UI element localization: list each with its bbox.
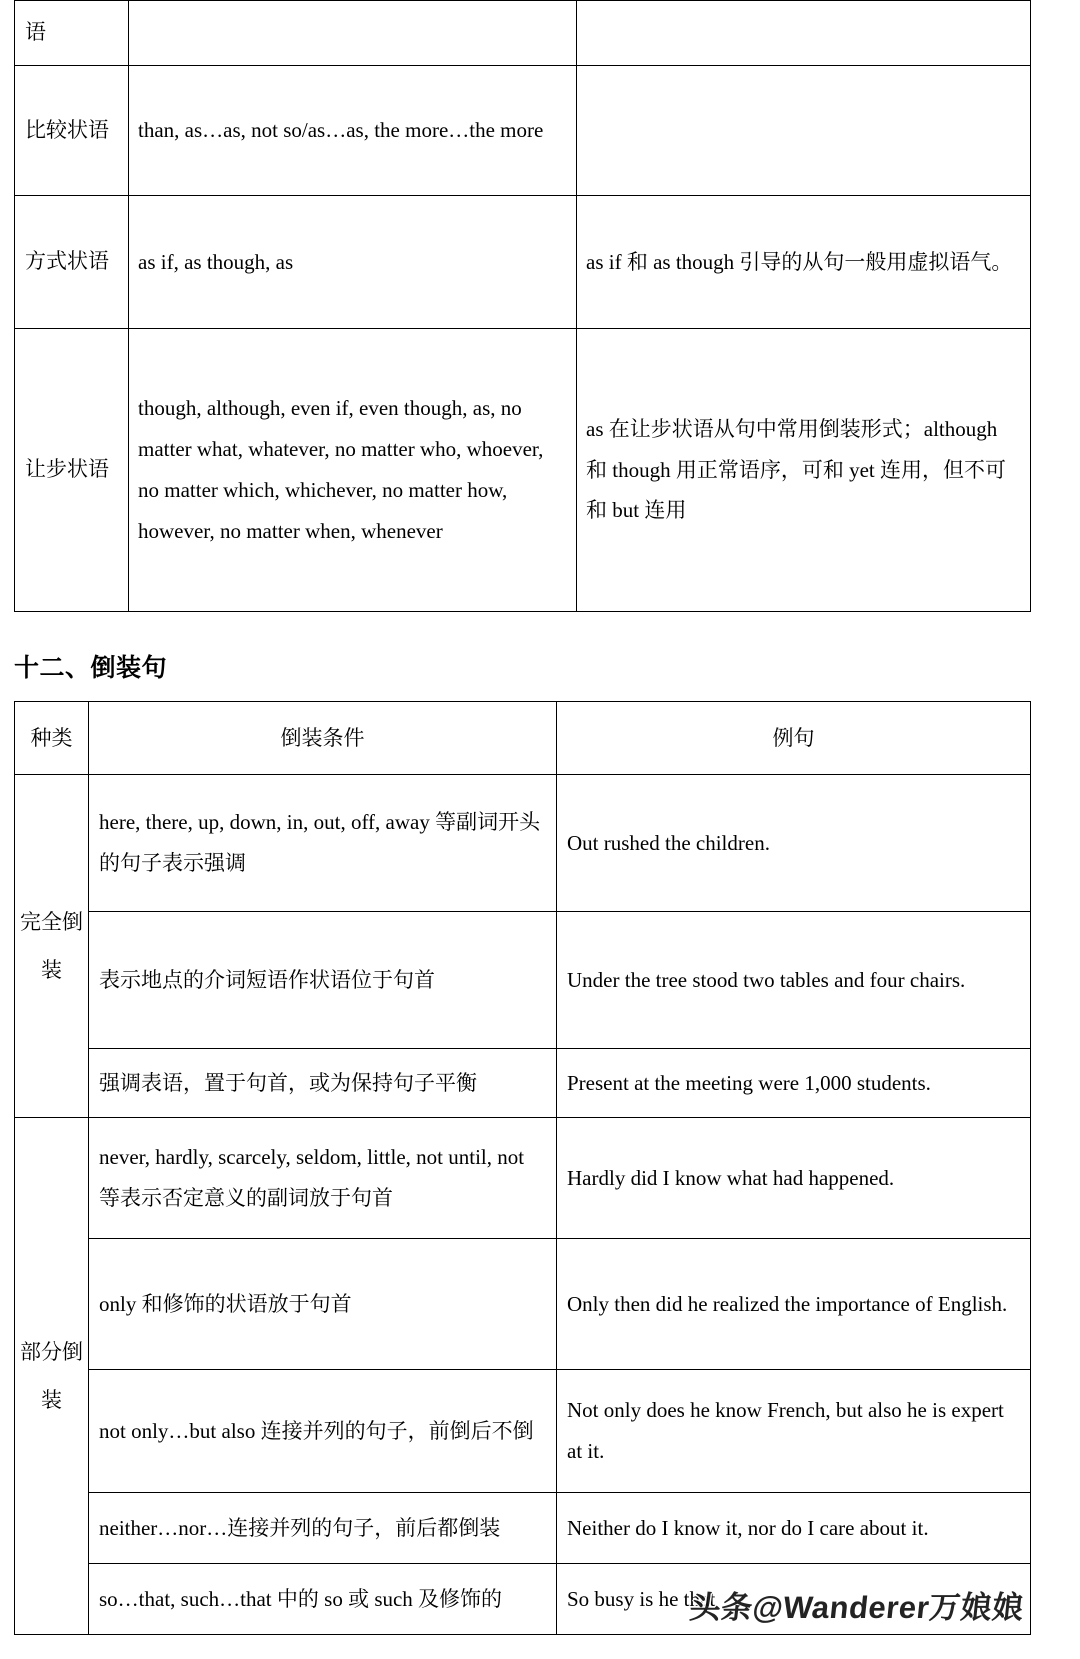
inversion-condition-cell: so…that, such…that 中的 so 或 such 及修饰的	[89, 1564, 557, 1635]
adverbial-kind-cell: 让步状语	[15, 329, 129, 612]
inversion-condition-cell: not only…but also 连接并列的句子，前倒后不倒	[89, 1370, 557, 1493]
inversion-example-cell: Under the tree stood two tables and four chairs.	[557, 912, 1031, 1049]
section-heading: 十二、倒装句	[14, 655, 168, 682]
adverbial-conjunctions-cell: as if, as though, as	[129, 196, 577, 329]
column-header-condition: 倒装条件	[89, 702, 557, 775]
table-header-row	[15, 702, 1031, 775]
adverbial-kind-cell: 方式状语	[15, 196, 129, 329]
inversion-condition-cell: only 和修饰的状语放于句首	[89, 1239, 557, 1370]
inversion-condition-cell: 强调表语，置于句首，或为保持句子平衡	[89, 1049, 557, 1118]
inversion-kind-cell-partial: 部分倒装	[15, 1118, 89, 1635]
adverbial-notes-cell: as if 和 as though 引导的从句一般用虚拟语气。	[577, 196, 1031, 329]
adverbial-conjunctions-cell	[129, 1, 577, 66]
inversion-example-cell: Present at the meeting were 1,000 students.	[557, 1049, 1031, 1118]
inversion-kind-cell-full: 完全倒装	[15, 775, 89, 1118]
adverbial-notes-cell	[577, 66, 1031, 196]
inversion-example-cell: Hardly did I know what had happened.	[557, 1118, 1031, 1239]
table-row	[15, 66, 1031, 196]
column-header-kind: 种类	[15, 702, 89, 775]
inversion-table	[14, 701, 1031, 1635]
inversion-condition-cell: 表示地点的介词短语作状语位于句首	[89, 912, 557, 1049]
adverbial-conjunctions-cell: than, as…as, not so/as…as, the more…the more	[129, 66, 577, 196]
table-row	[15, 1, 1031, 66]
inversion-example-cell: Only then did he realized the importance of English.	[557, 1239, 1031, 1370]
watermark-text: 头条@Wanderer万娘娘	[687, 1590, 1026, 1625]
table-row	[15, 1564, 1031, 1635]
table-row	[15, 1118, 1031, 1239]
adverbial-kind-cell: 语	[15, 1, 129, 66]
table-row	[15, 775, 1031, 912]
inversion-example-cell: Neither do I know it, nor do I care about it.	[557, 1493, 1031, 1564]
inversion-example-cell: Out rushed the children.	[557, 775, 1031, 912]
adverbial-kind-cell: 比较状语	[15, 66, 129, 196]
adverbial-notes-cell	[577, 1, 1031, 66]
table-row	[15, 1370, 1031, 1493]
adverbial-notes-cell: as 在让步状语从句中常用倒装形式；although 和 though 用正常语序，可和 yet 连用，但不可和 but 连用	[577, 329, 1031, 612]
table-row	[15, 329, 1031, 612]
inversion-condition-cell: here, there, up, down, in, out, off, away 等副词开头的句子表示强调	[89, 775, 557, 912]
adverbial-clause-table	[14, 0, 1031, 612]
inversion-example-cell: Not only does he know French, but also he is expert at it.	[557, 1370, 1031, 1493]
table-row	[15, 1239, 1031, 1370]
table-row	[15, 912, 1031, 1049]
inversion-example-cell: So busy is he that	[557, 1564, 1031, 1635]
table-row	[15, 1049, 1031, 1118]
inversion-condition-cell: never, hardly, scarcely, seldom, little, not until, not 等表示否定意义的副词放于句首	[89, 1118, 557, 1239]
inversion-condition-cell: neither…nor…连接并列的句子，前后都倒装	[89, 1493, 557, 1564]
column-header-example: 例句	[557, 702, 1031, 775]
table-row	[15, 196, 1031, 329]
adverbial-conjunctions-cell: though, although, even if, even though, as, no matter what, whatever, no matter who, whoever, no matter which, whichever, no matter how, however, no matter when, whenever	[129, 329, 577, 612]
table-row	[15, 1493, 1031, 1564]
